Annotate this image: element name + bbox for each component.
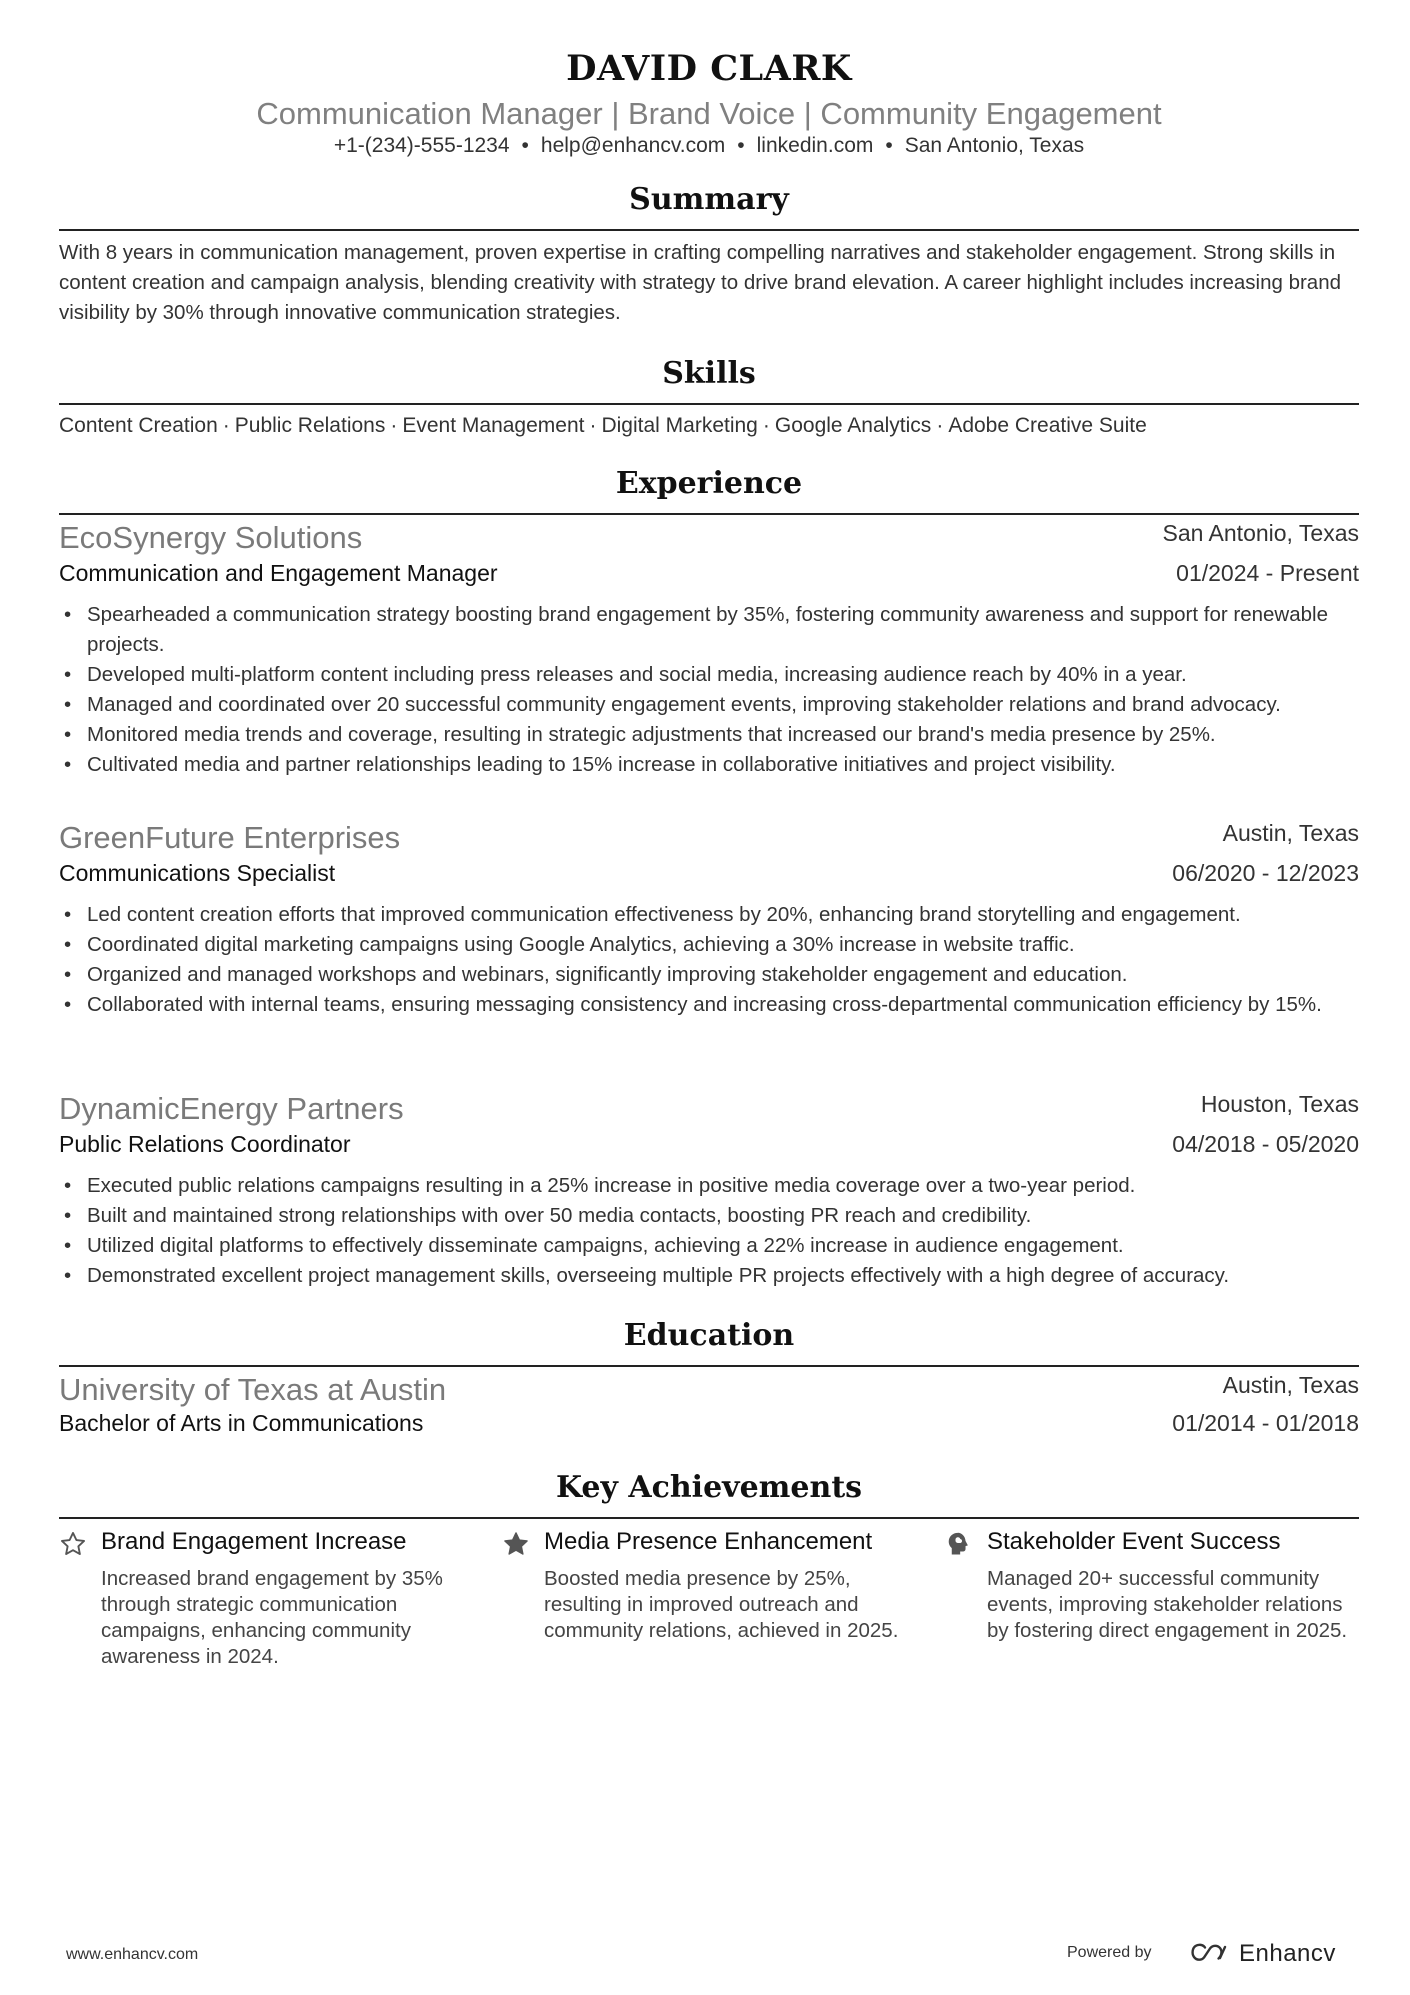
job-bullet: • Executed public relations campaigns resulting in a 25% increase in positive media coverage over a two-year period. (59, 1171, 1359, 1201)
skill-separator: · (762, 414, 770, 437)
job-dates: 06/2020 - 12/2023 (1172, 860, 1359, 886)
contact-phone[interactable]: +1-(234)-555-1234 (333, 134, 510, 157)
summary-text: With 8 years in communication management, proven expertise in crafting compelling narratives and stakeholder engagement. Strong skills in content creation and campaign analysis, blending creativity with strategy to drive brand elevation. A career highlight includes increasing brand visibility by 30% through innovative communication strategies. (59, 241, 1342, 324)
job-bullets (59, 900, 1359, 1020)
job-dates: 04/2018 - 05/2020 (1172, 1131, 1359, 1157)
job-bullets (59, 1171, 1359, 1291)
enhancv-logo[interactable] (1187, 1938, 1347, 1968)
skill-item: Event Management (402, 414, 585, 437)
achievement-title: Stakeholder Event Success (987, 1528, 1281, 1555)
skill-separator: · (589, 414, 597, 437)
head-brain-icon (945, 1530, 973, 1558)
skill-item: Content Creation (59, 414, 218, 437)
company-name: EcoSynergy Solutions (59, 520, 363, 555)
achievement-description: Managed 20+ successful community events, improving stakeholder relations by fostering direct engagement in 2025. (987, 1567, 1348, 1642)
education-heading: Education (623, 1318, 795, 1353)
experience-divider (59, 513, 1359, 515)
enhancv-brand: Enhancv (1239, 1940, 1336, 1967)
contact-separator: • (521, 134, 529, 157)
job-bullet: • Coordinated digital marketing campaigns using Google Analytics, achieving a 30% increase in website traffic. (59, 930, 1359, 960)
job-bullet: • Demonstrated excellent project management skills, overseeing multiple PR projects effectively with a high degree of accuracy. (59, 1261, 1359, 1291)
contact-linkedin[interactable]: linkedin.com (756, 134, 874, 157)
achievement-description: Boosted media presence by 25%, resulting in improved outreach and community relations, achieved in 2025. (544, 1567, 899, 1642)
contact-separator: • (885, 134, 893, 157)
job-title: Public Relations Coordinator (59, 1131, 351, 1157)
star-filled-icon (502, 1530, 530, 1558)
contact-separator: • (737, 134, 745, 157)
achievement-title: Media Presence Enhancement (544, 1528, 873, 1555)
job-bullet: • Managed and coordinated over 20 successful community engagement events, improving stakeholder relations and brand advocacy. (59, 690, 1359, 720)
contact-line (59, 134, 1359, 158)
company-name: GreenFuture Enterprises (59, 820, 401, 855)
skills-divider (59, 403, 1359, 405)
skill-separator: · (222, 414, 230, 437)
job-location: Houston, Texas (1200, 1091, 1359, 1117)
skill-item: Google Analytics (774, 414, 932, 437)
skill-separator: · (936, 414, 944, 437)
school-name: University of Texas at Austin (59, 1372, 447, 1407)
enhancv-logo-icon (1187, 1940, 1233, 1966)
job-bullet: • Monitored media trends and coverage, resulting in strategic adjustments that increased our brand's media presence by 25%. (59, 720, 1359, 750)
achievements-heading: Key Achievements (555, 1470, 863, 1505)
achievement-title: Brand Engagement Increase (101, 1528, 407, 1555)
achievement-description: Increased brand engagement by 35% through strategic communication campaigns, enhancing community awareness in 2024. (101, 1567, 443, 1668)
job-bullet: • Utilized digital platforms to effectively disseminate campaigns, achieving a 22% increase in audience engagement. (59, 1231, 1359, 1261)
contact-location: San Antonio, Texas (904, 134, 1085, 157)
job-title: Communication and Engagement Manager (59, 560, 498, 586)
job-bullet: • Collaborated with internal teams, ensuring messaging consistency and increasing cross-departmental communication efficiency by 15%. (59, 990, 1359, 1020)
school-location: Austin, Texas (1222, 1372, 1359, 1398)
job-location: San Antonio, Texas (1162, 520, 1359, 546)
achievements-divider (59, 1517, 1359, 1519)
degree-name: Bachelor of Arts in Communications (59, 1410, 424, 1436)
education-divider (59, 1365, 1359, 1367)
job-bullet: • Built and maintained strong relationships with over 50 media contacts, boosting PR reach and credibility. (59, 1201, 1359, 1231)
star-outline-icon (59, 1530, 87, 1558)
job-bullet: • Spearheaded a communication strategy boosting brand engagement by 35%, fostering community awareness and support for renewable projects. (59, 600, 1359, 660)
job-bullet: • Organized and managed workshops and webinars, significantly improving stakeholder engagement and education. (59, 960, 1359, 990)
summary-heading: Summary (629, 182, 789, 217)
job-location: Austin, Texas (1222, 820, 1359, 846)
candidate-headline: Communication Manager | Brand Voice | Community Engagement (256, 96, 1162, 131)
job-bullet: • Developed multi-platform content including press releases and social media, increasing audience reach by 40% in a year. (59, 660, 1359, 690)
skill-separator: · (390, 414, 398, 437)
skill-item: Adobe Creative Suite (948, 414, 1147, 437)
skill-item: Public Relations (234, 414, 386, 437)
candidate-name: DAVID CLARK (566, 48, 852, 89)
job-bullets (59, 600, 1359, 780)
skills-heading: Skills (662, 356, 756, 391)
powered-by-label: Powered by (1067, 1944, 1152, 1961)
job-bullet: • Led content creation efforts that improved communication effectiveness by 20%, enhancing brand storytelling and engagement. (59, 900, 1359, 930)
skills-list (59, 414, 1359, 438)
contact-email[interactable]: help@enhancv.com (540, 134, 726, 157)
job-title: Communications Specialist (59, 860, 336, 886)
skill-item: Digital Marketing (601, 414, 758, 437)
experience-heading: Experience (615, 466, 803, 501)
summary-divider (59, 229, 1359, 231)
footer-url[interactable]: www.enhancv.com (66, 1946, 199, 1963)
job-bullet: • Cultivated media and partner relationships leading to 15% increase in collaborative initiatives and project visibility. (59, 750, 1359, 780)
education-dates: 01/2014 - 01/2018 (1172, 1410, 1359, 1436)
job-dates: 01/2024 - Present (1176, 560, 1359, 586)
company-name: DynamicEnergy Partners (59, 1091, 404, 1126)
